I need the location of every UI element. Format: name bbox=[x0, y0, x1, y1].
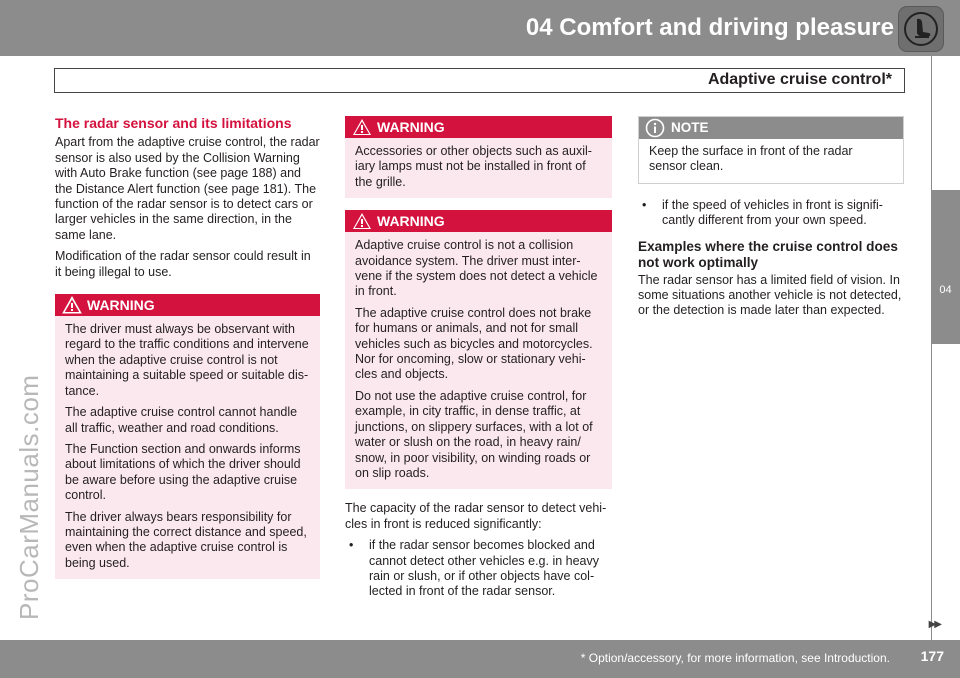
watermark: ProCarManuals.com bbox=[14, 374, 44, 620]
column-2 bbox=[345, 116, 612, 606]
note-box bbox=[638, 116, 904, 184]
warning-paragraph: Adaptive cruise control is not a collision avoidance system. The driver must inter-vene if the system does not detect a vehicle in front. bbox=[355, 238, 598, 299]
warning-header bbox=[345, 210, 612, 232]
warning-label: WARNING bbox=[377, 213, 445, 230]
warning-body bbox=[345, 232, 612, 489]
col3-paragraph: The radar sensor has a limited field of vision. In some situations another vehicle is not detected, or the detection is made later than expected. bbox=[638, 272, 902, 318]
page-header bbox=[0, 0, 960, 56]
warning-triangle-icon bbox=[62, 296, 82, 314]
warning-triangle-icon bbox=[352, 118, 372, 136]
warning-body bbox=[345, 138, 612, 198]
warning-box bbox=[55, 294, 320, 579]
note-label: NOTE bbox=[671, 120, 709, 135]
warning-header bbox=[55, 294, 320, 316]
page-footer bbox=[0, 640, 960, 678]
side-rule bbox=[931, 56, 932, 640]
warning-paragraph: The driver must always be observant with regard to the traffic conditions and intervene when the adaptive cruise control is not maintaining a suitable speed or suitable dis-tance. bbox=[65, 322, 309, 398]
column-1 bbox=[55, 116, 320, 591]
warning-box bbox=[345, 116, 612, 198]
warning-paragraph: The Function section and onwards informs about limitations of which the driver should be aware before using the adaptive cruise control. bbox=[65, 441, 301, 503]
chapter-title: 04 Comfort and driving pleasure bbox=[525, 14, 894, 41]
col1-heading: The radar sensor and its limitations bbox=[55, 115, 292, 131]
info-icon bbox=[645, 118, 665, 138]
list-item: • if the speed of vehicles in front is signifi-cantly different from your own speed. bbox=[638, 198, 904, 229]
col3-bullet-list bbox=[638, 198, 904, 229]
col1-paragraph: Apart from the adaptive cruise control, the radar sensor is also used by the Collision Warning with Auto Brake function (see page 188) and the Distance Alert function (see page 181). The function of the radar sensor is to detect cars or larger vehicles in the same direction, in the same lane. bbox=[55, 135, 320, 242]
warning-paragraph: Accessories or other objects such as auxil-iary lamps must not be installed in front of the grille. bbox=[355, 144, 592, 189]
double-chevron-right-icon: ▶▶ bbox=[928, 619, 940, 630]
chapter-side-tab bbox=[931, 190, 960, 344]
col2-intro: The capacity of the radar sensor to detect vehi-cles in front is reduced significantly: bbox=[345, 501, 607, 531]
column-3 bbox=[638, 116, 904, 325]
warning-paragraph: The driver always bears responsibility for maintaining the correct distance and speed, even when the adaptive cruise control is being used. bbox=[65, 509, 307, 570]
section-title: Adaptive cruise control* bbox=[707, 71, 892, 88]
seat-icon bbox=[903, 11, 939, 47]
note-header bbox=[639, 117, 903, 139]
warning-header bbox=[345, 116, 612, 138]
warning-paragraph: The adaptive cruise control cannot handle all traffic, weather and road conditions. bbox=[65, 405, 298, 435]
col3-heading: Examples where the cruise control does not work optimally bbox=[638, 238, 898, 270]
col2-bullet-list bbox=[345, 538, 612, 600]
warning-label: WARNING bbox=[87, 297, 155, 314]
side-tab-label: 04 bbox=[939, 284, 952, 296]
warning-triangle-icon bbox=[352, 212, 372, 230]
page-number: 177 bbox=[920, 648, 944, 664]
footer-note: * Option/accessory, for more information, see Introduction. bbox=[580, 651, 890, 665]
warning-paragraph: Do not use the adaptive cruise control, for example, in city traffic, in dense traffic, at junctions, on slippery surfaces, with a lot of water or slush on the road, in heavy rain/ snow, in poor visibility, on winding roads or on slip roads. bbox=[355, 388, 593, 480]
col1-paragraph: Modification of the radar sensor could result in it being illegal to use. bbox=[55, 249, 311, 279]
warning-label: WARNING bbox=[377, 119, 445, 135]
list-item: • if the radar sensor becomes blocked and cannot detect other vehicles e.g. in heavy rain or slush, or if other objects have col-lected in front of the radar sensor. bbox=[345, 538, 612, 600]
section-bar bbox=[54, 68, 905, 93]
warning-box bbox=[345, 210, 612, 489]
chapter-icon-box bbox=[898, 6, 944, 52]
warning-body bbox=[55, 316, 320, 579]
warning-paragraph: The adaptive cruise control does not brake for humans or animals, and not for small vehicles such as bicycles and motorcycles. Nor for oncoming, slow or stationary vehi-cles and objects. bbox=[355, 305, 593, 382]
note-body: Keep the surface in front of the radar sensor clean. bbox=[649, 144, 853, 174]
